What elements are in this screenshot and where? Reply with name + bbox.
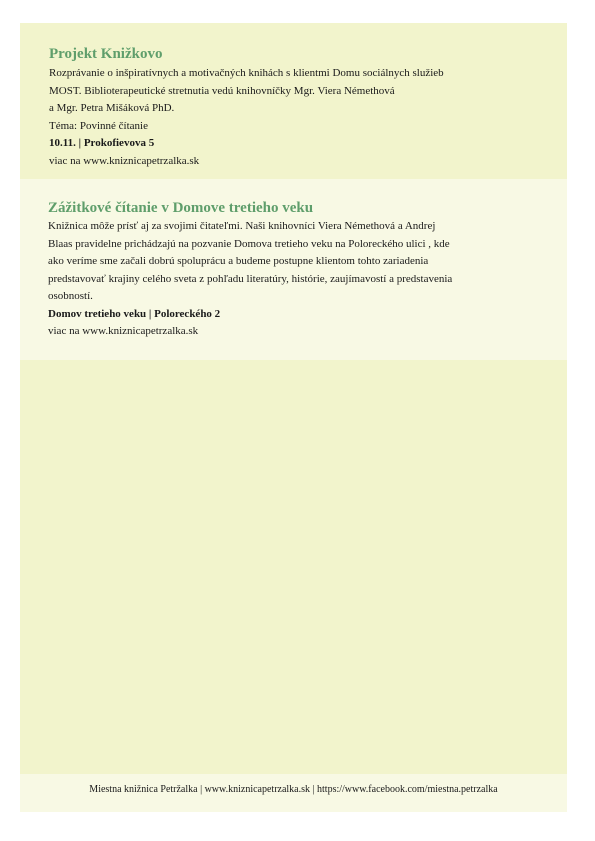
event-more-link[interactable]: viac na www.kniznicapetrzalka.sk — [49, 154, 200, 167]
empty-panel — [20, 360, 567, 774]
event-title: Zážitkové čítanie v Domove tretieho veku — [48, 200, 314, 216]
footer-text: Miestna knižnica Petržalka | www.kniznicapetrzalka.sk | https://www.facebook.com/miestna.petrzalka — [89, 784, 498, 795]
event-description-line: osobností. — [48, 290, 93, 302]
event-content-zazitkove-citanie — [48, 199, 452, 341]
event-description-line: Blaas pravidelne prichádzajú na pozvanie Domova tretieho veku na Poloreckého ulici , kde — [48, 237, 450, 250]
event-description-line: ako veríme sme začali dobrú spoluprácu a budeme postupne klientom tohto zariadenia — [48, 255, 429, 267]
event-date-location: 10.11. | Prokofievova 5 — [49, 137, 155, 149]
event-title: Projekt Knižkovo — [49, 46, 163, 62]
event-content-knizkovo — [49, 45, 444, 170]
event-date-location: Domov tretieho veku | Poloreckého 2 — [48, 307, 221, 320]
page-footer — [20, 774, 567, 812]
event-description-line: MOST. Biblioterapeutické stretnutia vedú knihovníčky Mgr. Viera Némethová — [49, 84, 395, 97]
event-description-line: Knižnica môže prísť aj za svojimi čitateľmi. Naši knihovníci Viera Némethová a Andrej — [48, 220, 436, 232]
event-description-line: a Mgr. Petra Mišáková PhD. — [49, 102, 175, 114]
event-panel-zazitkove-citanie — [20, 179, 567, 360]
event-panel-knizkovo — [20, 23, 567, 179]
event-description-line: Rozprávanie o inšpiratívnych a motivačných knihách s klientmi Domu sociálnych služieb — [49, 67, 444, 79]
event-more-link[interactable]: viac na www.kniznicapetrzalka.sk — [48, 325, 199, 337]
event-description-line: predstavovať krajiny celého sveta z pohľadu literatúry, histórie, zaujímavostí a predstavenia — [48, 272, 453, 285]
event-topic: Téma: Povinné čítanie — [49, 119, 148, 132]
